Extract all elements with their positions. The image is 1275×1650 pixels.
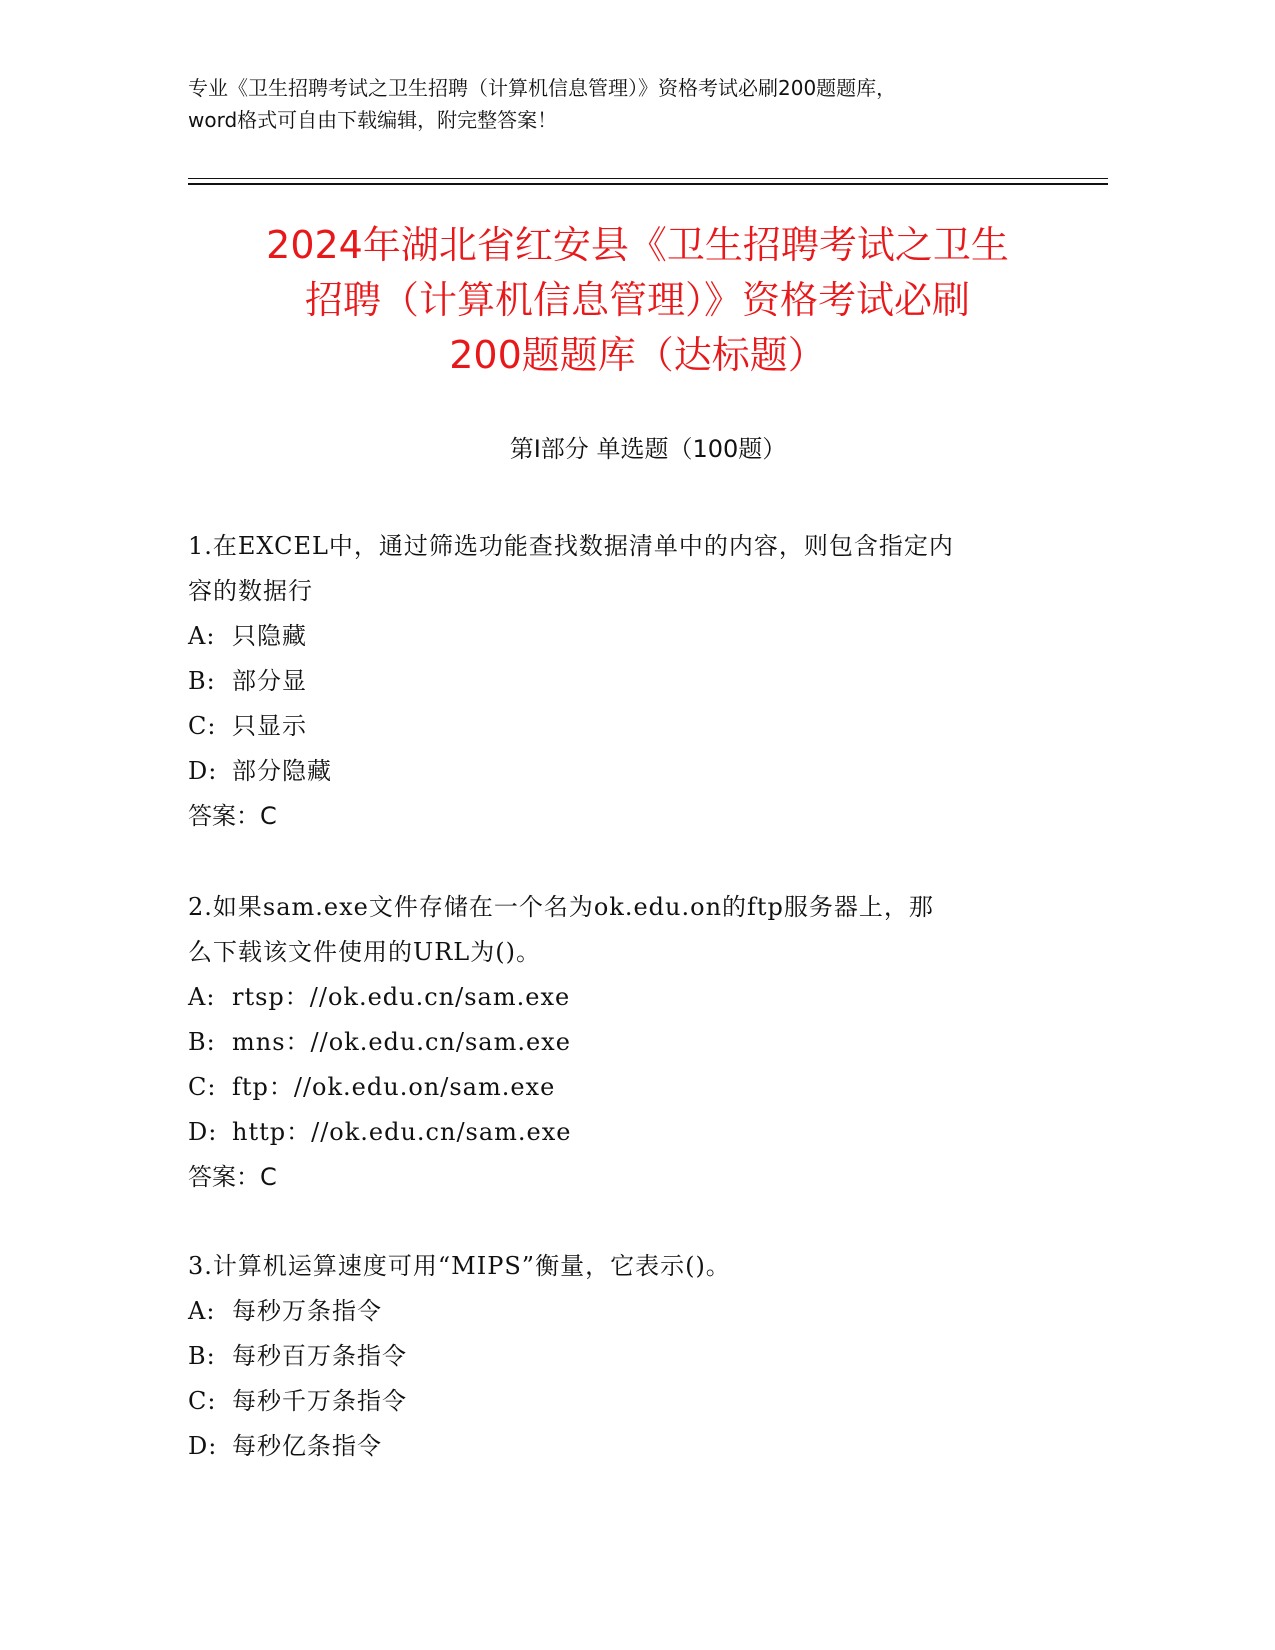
answer-line: 答案：C <box>188 802 277 830</box>
option-text: 每秒万条指令 <box>232 1297 382 1325</box>
question-1 <box>188 524 1058 839</box>
option-key: D: <box>188 1432 218 1460</box>
option-b <box>188 1020 1058 1065</box>
intro-line-1: 专业《卫生招聘考试之卫生招聘（计算机信息管理）》资格考试必刷200题题库， <box>188 76 897 100</box>
question-stem-line: 2.如果sam.exe文件存储在一个名为ok.edu.on的ftp服务器上，那 <box>188 893 934 921</box>
option-text: http：//ok.edu.cn/sam.exe <box>232 1118 572 1146</box>
option-text: ftp：//ok.edu.on/sam.exe <box>232 1073 556 1101</box>
title-line-2: 招聘（计算机信息管理）》资格考试必刷 <box>304 278 970 322</box>
title-line-3: 200题题库（达标题） <box>449 333 826 377</box>
document-title <box>170 218 1105 383</box>
option-a <box>188 975 1058 1020</box>
option-key: C: <box>188 1073 217 1101</box>
question-stem-line: 么下载该文件使用的URL为()。 <box>188 938 541 966</box>
question-stem <box>188 1244 1058 1289</box>
question-stem-line: 1.在EXCEL中，通过筛选功能查找数据清单中的内容，则包含指定内 <box>188 532 954 560</box>
title-line-1: 2024年湖北省红安县《卫生招聘考试之卫生 <box>266 223 1009 267</box>
option-text: 每秒亿条指令 <box>232 1432 382 1460</box>
option-c <box>188 1379 1058 1424</box>
option-key: A: <box>188 622 216 650</box>
question-stem-line: 容的数据行 <box>188 577 313 605</box>
option-text: rtsp：//ok.edu.cn/sam.exe <box>232 983 571 1011</box>
option-text: mns：//ok.edu.cn/sam.exe <box>232 1028 571 1056</box>
option-key: A: <box>188 983 216 1011</box>
option-d <box>188 749 1058 794</box>
option-text: 每秒百万条指令 <box>232 1342 407 1370</box>
option-b <box>188 659 1058 704</box>
document-intro <box>188 72 1088 136</box>
option-c <box>188 1065 1058 1110</box>
question-2 <box>188 885 1058 1200</box>
question-3 <box>188 1244 1058 1469</box>
option-key: A: <box>188 1297 216 1325</box>
option-d <box>188 1424 1058 1469</box>
intro-line-2: word格式可自由下载编辑，附完整答案！ <box>188 108 558 132</box>
option-b <box>188 1334 1058 1379</box>
option-text: 部分显 <box>232 667 307 695</box>
option-a <box>188 614 1058 659</box>
header-divider-thick <box>188 183 1108 185</box>
option-key: C: <box>188 1387 217 1415</box>
option-text: 部分隐藏 <box>232 757 332 785</box>
header-divider-thin <box>188 178 1108 179</box>
option-key: B: <box>188 1342 216 1370</box>
question-stem <box>188 524 1058 614</box>
option-key: C: <box>188 712 217 740</box>
question-stem <box>188 885 1058 975</box>
option-c <box>188 704 1058 749</box>
option-key: B: <box>188 667 216 695</box>
answer-line: 答案：C <box>188 1163 277 1191</box>
option-key: D: <box>188 757 218 785</box>
option-d <box>188 1110 1058 1155</box>
question-stem-line: 3.计算机运算速度可用“MIPS”衡量，它表示()。 <box>188 1252 731 1280</box>
option-key: B: <box>188 1028 216 1056</box>
option-text: 只显示 <box>232 712 307 740</box>
option-a <box>188 1289 1058 1334</box>
option-key: D: <box>188 1118 218 1146</box>
section-heading: 第I部分 单选题（100题） <box>509 435 787 463</box>
option-text: 只隐藏 <box>232 622 307 650</box>
option-text: 每秒千万条指令 <box>232 1387 407 1415</box>
